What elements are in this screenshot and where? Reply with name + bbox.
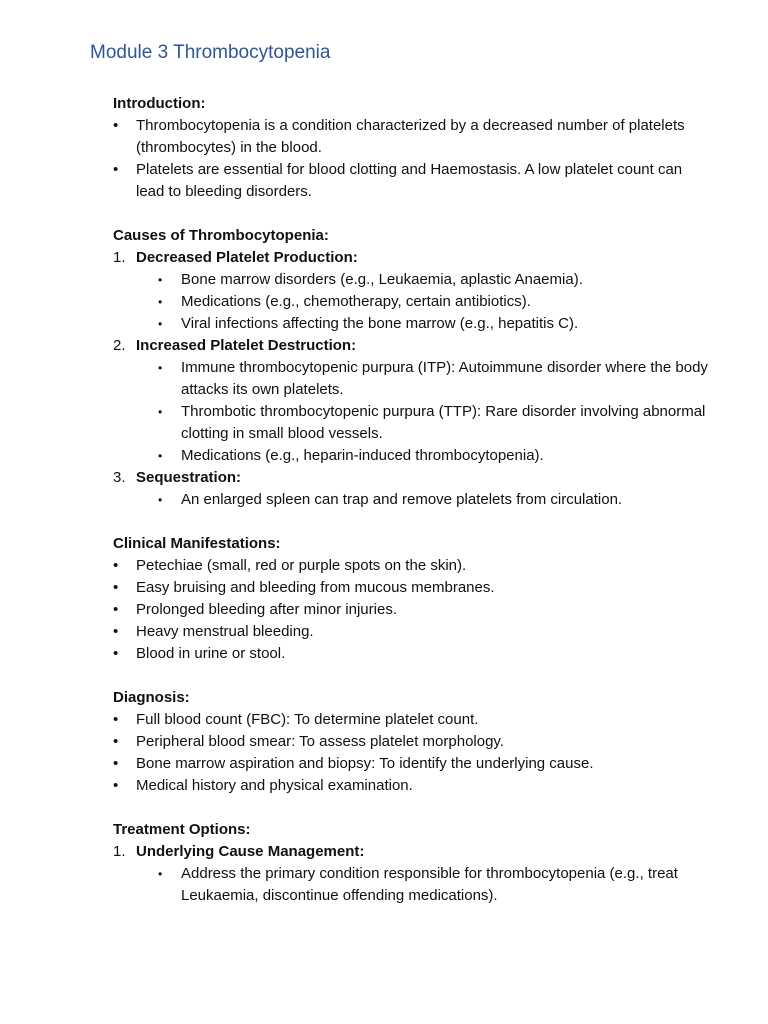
list-item: • Thrombotic thrombocytopenic purpura (TTP): Rare disorder involving abnormal clotting in small blood vessels. [158, 401, 713, 445]
clinical-section [113, 533, 713, 665]
item-label: Sequestration: [136, 469, 242, 486]
item-number: 1. [113, 249, 126, 266]
list-item: • Peripheral blood smear: To assess platelet morphology. [113, 731, 713, 753]
item-label: Underlying Cause Management: [136, 843, 365, 860]
clinical-heading: Clinical Manifestations: [113, 535, 281, 552]
introduction-section [113, 93, 713, 203]
item-label: Increased Platelet Destruction: [136, 337, 357, 354]
item-number: 3. [113, 469, 126, 486]
list-item: • Medical history and physical examination. [113, 775, 713, 797]
document-body [113, 93, 713, 907]
treatment-heading: Treatment Options: [113, 821, 251, 838]
list-item: • Medications (e.g., heparin-induced thrombocytopenia). [158, 445, 713, 467]
numbered-item [113, 335, 713, 357]
list-item: • Heavy menstrual bleeding. [113, 621, 713, 643]
list-item: • Thrombocytopenia is a condition characterized by a decreased number of platelets (thrombocytes) in the blood. [113, 115, 713, 159]
numbered-item [113, 467, 713, 489]
list-item: • Address the primary condition responsible for thrombocytopenia (e.g., treat Leukaemia, discontinue offending medications). [158, 863, 713, 907]
item-label: Decreased Platelet Production: [136, 249, 358, 266]
list-item: • An enlarged spleen can trap and remove platelets from circulation. [158, 489, 713, 511]
causes-heading: Causes of Thrombocytopenia: [113, 227, 329, 244]
item-number: 1. [113, 843, 126, 860]
list-item: • Bone marrow aspiration and biopsy: To identify the underlying cause. [113, 753, 713, 775]
list-item: • Easy bruising and bleeding from mucous membranes. [113, 577, 713, 599]
list-item: • Blood in urine or stool. [113, 643, 713, 665]
list-item: • Immune thrombocytopenic purpura (ITP): Autoimmune disorder where the body attacks its own platelets. [158, 357, 713, 401]
numbered-item [113, 841, 713, 863]
diagnosis-section [113, 687, 713, 797]
list-item: • Full blood count (FBC): To determine platelet count. [113, 709, 713, 731]
page-title: Module 3 Thrombocytopenia [90, 42, 331, 63]
list-item: • Prolonged bleeding after minor injuries. [113, 599, 713, 621]
list-item: • Viral infections affecting the bone marrow (e.g., hepatitis C). [158, 313, 713, 335]
item-number: 2. [113, 337, 126, 354]
introduction-heading: Introduction: [113, 95, 206, 112]
list-item: • Medications (e.g., chemotherapy, certain antibiotics). [158, 291, 713, 313]
numbered-item [113, 247, 713, 269]
list-item: • Bone marrow disorders (e.g., Leukaemia, aplastic Anaemia). [158, 269, 713, 291]
diagnosis-heading: Diagnosis: [113, 689, 190, 706]
list-item: • Platelets are essential for blood clotting and Haemostasis. A low platelet count can lead to bleeding disorders. [113, 159, 713, 203]
list-item: • Petechiae (small, red or purple spots on the skin). [113, 555, 713, 577]
causes-section [113, 225, 713, 511]
treatment-section [113, 819, 713, 907]
